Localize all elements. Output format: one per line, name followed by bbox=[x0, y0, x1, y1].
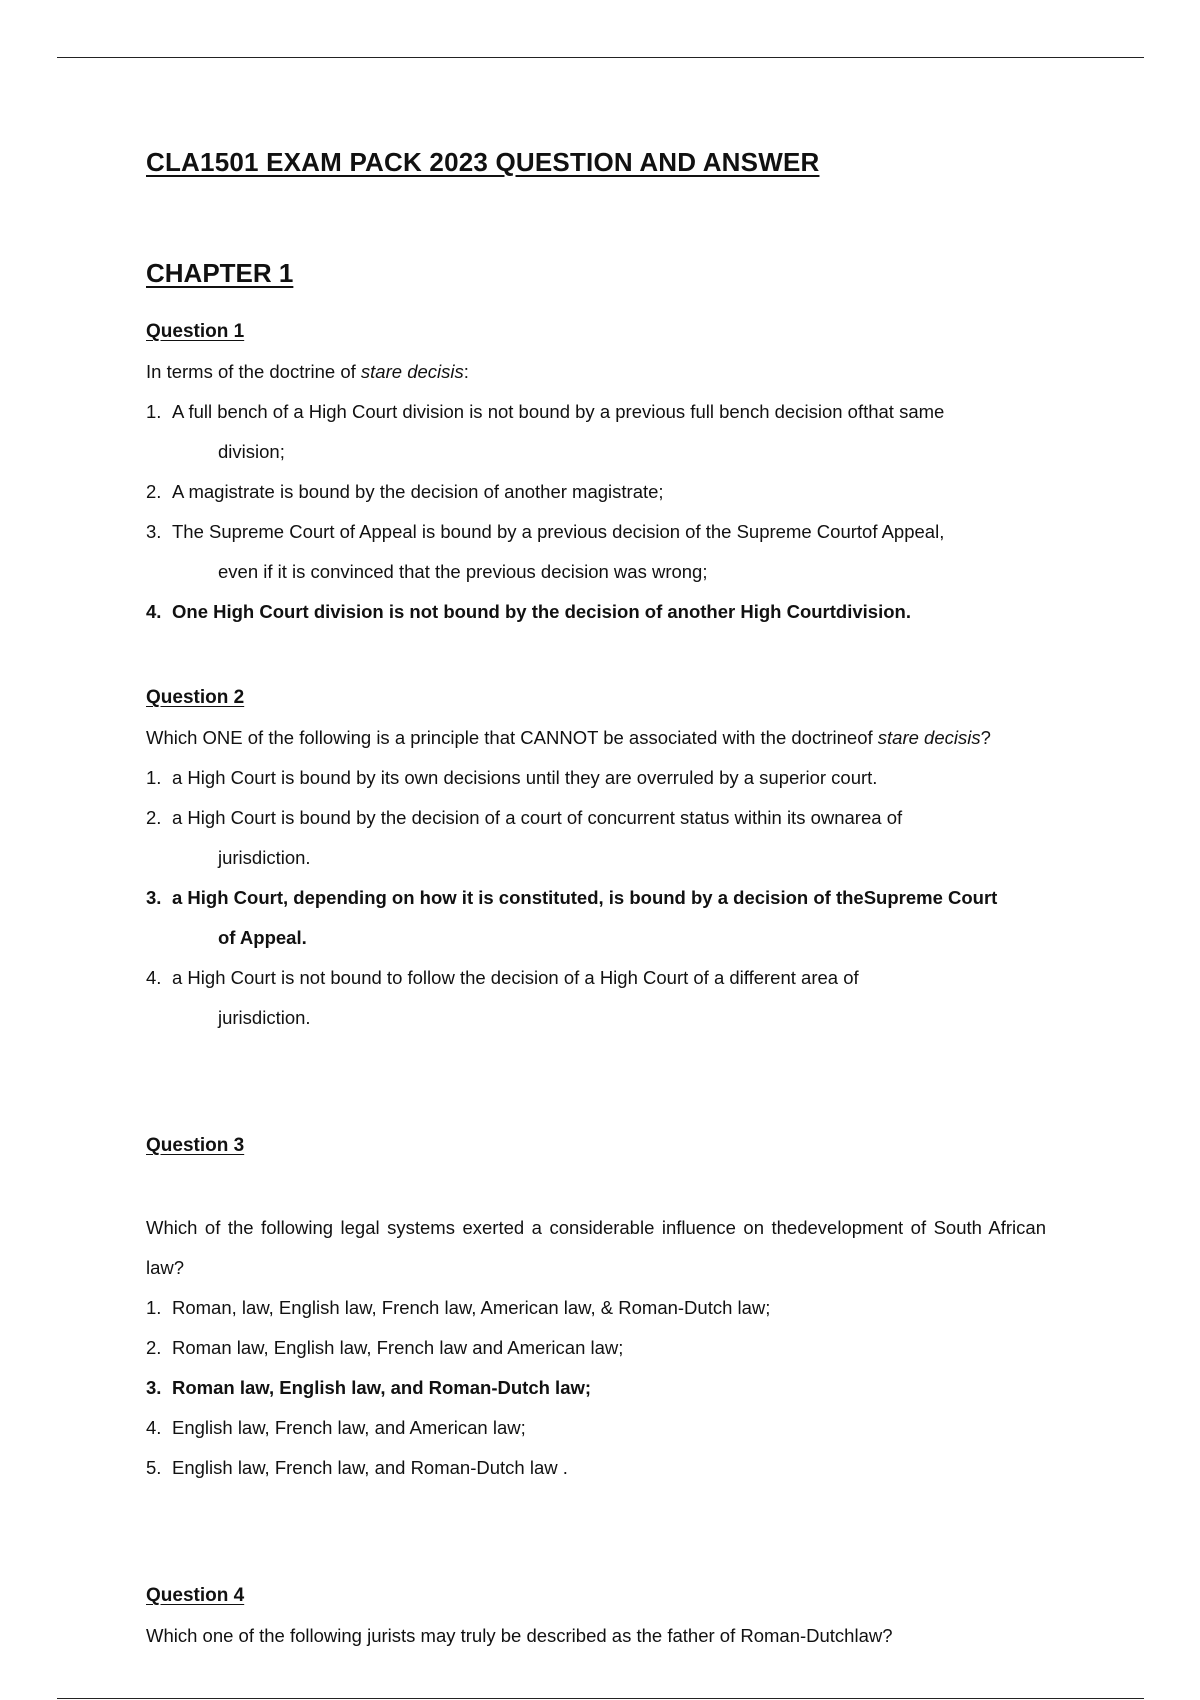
question-heading: Question 4 bbox=[146, 1585, 245, 1606]
option-1 bbox=[146, 758, 1046, 798]
option-4-correct bbox=[146, 592, 1046, 632]
option-text: The Supreme Court of Appeal is bound by a previous decision of the Supreme Courtof Appeal, bbox=[172, 521, 945, 542]
stem-italic-term: stare decisis bbox=[877, 727, 981, 748]
option-number: 1. bbox=[146, 767, 162, 788]
option-number: 3. bbox=[146, 1377, 162, 1398]
option-1 bbox=[146, 1288, 1046, 1328]
question-4 bbox=[146, 1576, 1046, 1656]
option-number: 2. bbox=[146, 481, 162, 502]
option-4 bbox=[146, 958, 1046, 1038]
option-1 bbox=[146, 392, 1046, 472]
option-3-correct bbox=[146, 878, 1046, 958]
stem-tail: : bbox=[463, 361, 469, 382]
question-stem: Which one of the following jurists may truly be described as the father of Roman-Dutchlaw? bbox=[146, 1625, 893, 1646]
option-number: 5. bbox=[146, 1457, 162, 1478]
option-number: 1. bbox=[146, 401, 162, 422]
question-2 bbox=[146, 678, 1046, 1038]
option-text: English law, French law, and American law; bbox=[172, 1417, 526, 1438]
stem-text: Which ONE of the following is a principle that CANNOT be associated with the doctrineof bbox=[146, 727, 878, 748]
option-text: Roman law, English law, and Roman-Dutch law; bbox=[172, 1377, 592, 1398]
option-2 bbox=[146, 472, 1046, 512]
option-text-continued: division; bbox=[218, 441, 285, 462]
option-2 bbox=[146, 1328, 1046, 1368]
option-text: A magistrate is bound by the decision of another magistrate; bbox=[172, 481, 664, 502]
top-rule bbox=[57, 57, 1144, 58]
question-stem: Which of the following legal systems exerted a considerable influence on thedevelopment of South African law? bbox=[146, 1217, 1046, 1278]
question-heading: Question 3 bbox=[146, 1135, 245, 1156]
option-number: 4. bbox=[146, 1417, 162, 1438]
option-text: A full bench of a High Court division is not bound by a previous full bench decision ofthat same bbox=[172, 401, 945, 422]
option-text-continued: even if it is convinced that the previous decision was wrong; bbox=[218, 561, 708, 582]
bottom-rule bbox=[57, 1698, 1144, 1699]
question-stem bbox=[146, 718, 1046, 758]
spacer bbox=[146, 1166, 1046, 1208]
option-number: 1. bbox=[146, 1297, 162, 1318]
option-3 bbox=[146, 512, 1046, 592]
option-text: a High Court is not bound to follow the decision of a High Court of a different area of bbox=[172, 967, 859, 988]
options-list bbox=[146, 758, 1046, 1038]
option-5 bbox=[146, 1448, 1046, 1488]
option-number: 3. bbox=[146, 521, 162, 542]
question-heading: Question 1 bbox=[146, 321, 245, 342]
option-text: Roman, law, English law, French law, American law, & Roman-Dutch law; bbox=[172, 1297, 771, 1318]
option-number: 3. bbox=[146, 887, 162, 908]
option-3-correct bbox=[146, 1368, 1046, 1408]
option-text-continued: of Appeal. bbox=[218, 927, 307, 948]
option-text: Roman law, English law, French law and American law; bbox=[172, 1337, 624, 1358]
option-text: a High Court is bound by the decision of a court of concurrent status within its ownarea of bbox=[172, 807, 903, 828]
options-list bbox=[146, 392, 1046, 632]
question-3 bbox=[146, 1126, 1046, 1488]
question-heading: Question 2 bbox=[146, 687, 245, 708]
option-number: 4. bbox=[146, 967, 162, 988]
option-text: One High Court division is not bound by the decision of another High Courtdivision. bbox=[172, 601, 911, 622]
option-text: a High Court, depending on how it is constituted, is bound by a decision of theSupreme Court bbox=[172, 887, 998, 908]
option-text-continued: jurisdiction. bbox=[218, 847, 311, 868]
option-4 bbox=[146, 1408, 1046, 1448]
option-number: 4. bbox=[146, 601, 162, 622]
option-text: English law, French law, and Roman-Dutch law . bbox=[172, 1457, 568, 1478]
stem-text: In terms of the doctrine of bbox=[146, 361, 361, 382]
option-number: 2. bbox=[146, 807, 162, 828]
options-list bbox=[146, 1288, 1046, 1488]
option-number: 2. bbox=[146, 1337, 162, 1358]
question-1 bbox=[146, 312, 1046, 632]
stem-italic-term: stare decisis bbox=[360, 361, 464, 382]
stem-tail: ? bbox=[980, 727, 991, 748]
option-2 bbox=[146, 798, 1046, 878]
document-title: CLA1501 EXAM PACK 2023 QUESTION AND ANSWER bbox=[146, 147, 820, 177]
option-text: a High Court is bound by its own decisions until they are overruled by a superior court. bbox=[172, 767, 878, 788]
option-text-continued: jurisdiction. bbox=[218, 1007, 311, 1028]
chapter-heading: CHAPTER 1 bbox=[146, 258, 294, 288]
question-stem bbox=[146, 352, 1046, 392]
